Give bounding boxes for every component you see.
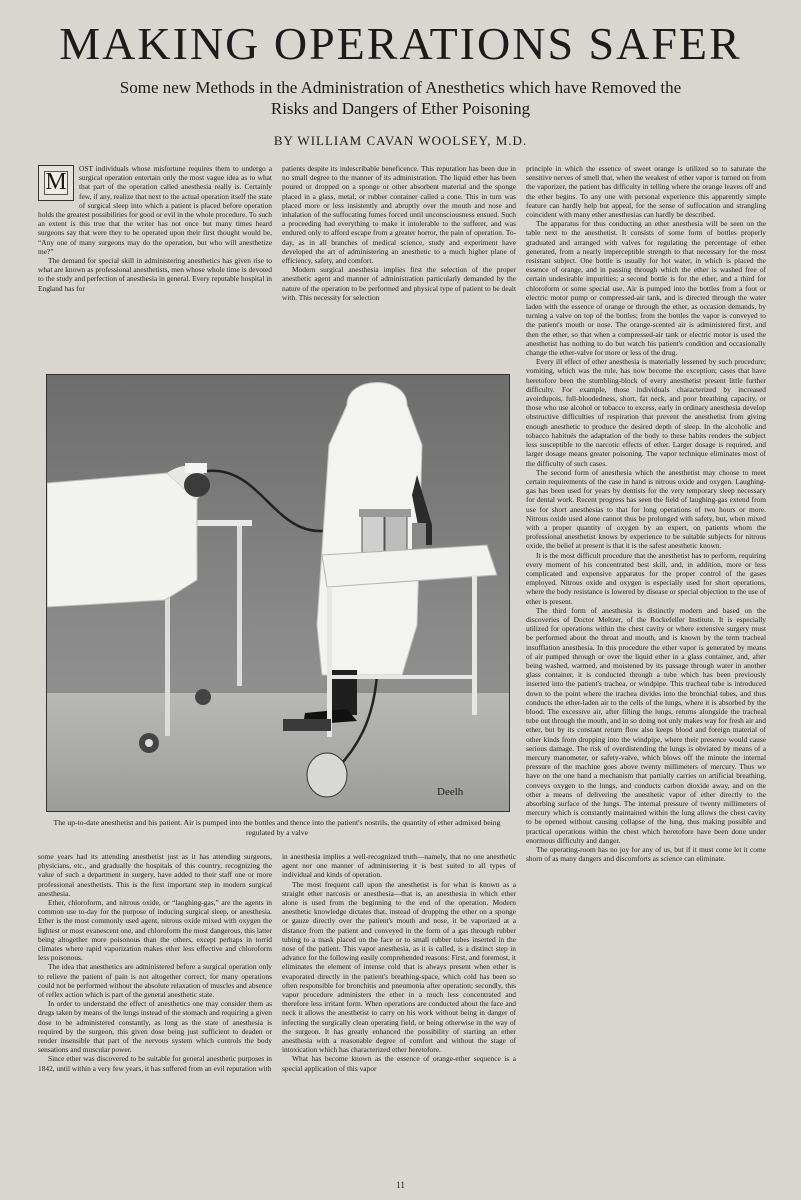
patient-sheet <box>47 473 197 607</box>
paragraph: In order to understand the effect of anesthetics one may consider them as drugs taken by means of the lungs instead of the stomach and requiring a given dose to be administered constantly, as long as the state of anesthesia is required by the surgeon, this given dose being just sufficient to deaden or render insensible that part of the nervous system which controls the body sensations and muscular power. <box>38 999 272 1055</box>
column-1-top <box>38 164 272 368</box>
paragraph: The most frequent call upon the anesthetist is for what is known as a straight ether narcosis or anesthesia—that is, an anesthesia in which ether alone is used from the beginning to the end of the operation. Modern anesthetic knowledge dictates that, instead of dropping the ether on a sponge or gauze directly over the patient's mouth and nose, it be vaporized at a distance from the patient and conveyed in the form of a gas through rubber tubing to a mask placed on the face or to small rubber tubes inserted in the nose of the patient. This vapor anesthesia, as it is called, is a distinct step in advance for the following easily comprehended reasons: First, and foremost, it eliminates the element of intense cold that is always present when ether is evaporated directly in the patient's breathing-space, which cold has been so often responsible for bronchitis and pneumonia after operation; secondly, this vapor procedure administers the ether in a much less concentrated and therefore less irritant form. When operations are conducted about the face and neck it allows the anesthetist to carry on his work without being in danger of infecting the surgically clean operating field, or being otherwise in the way of the surgeon. It has greatly enhanced the possibility of starting an ether anesthesia with a reasonable degree of comfort and without the stage of intoxication which has characterized ether heretofore. <box>282 879 516 1055</box>
column-3 <box>526 164 766 1174</box>
column-2-bottom <box>282 852 516 1174</box>
air-bulb <box>307 753 347 797</box>
paragraph: It is the most difficult procedure that the anesthetist has to perform, requiring every moment of his concentrated best skill, and, in addition, more or less complicated and expensive apparatus for the proper control of the gases employed. Nitrous oxide and oxygen is especially used for short operations, where the body resistance is lowered by disease or special objection to the use of ether is present. <box>526 550 766 606</box>
photo-illustration <box>47 375 509 811</box>
paragraph: What has become known as the essence of orange-ether sequence is a special application of this vapor <box>282 1054 516 1073</box>
paragraph: some years had its attending anesthetist just as it has attending surgeons, physicians, etc., and gradually the hospitals of this country, recognizing the value of such a department in surgery, have added to their staff one or more professional anesthetists. This is the first important step in modern surgical anesthesia. <box>38 852 272 898</box>
patient-head <box>184 473 210 497</box>
article-byline: BY WILLIAM CAVAN WOOLSEY, M.D. <box>273 133 528 148</box>
paragraph: in anesthesia implies a well-recognized truth—namely, that no one anesthetic agent nor one manner of administering it is best suited to all types of individual and kinds of operation. <box>282 852 516 880</box>
dropcap-ornament <box>38 165 74 201</box>
paragraph: The idea that anesthetics are administered before a surgical operation only to relieve the patient of pain is not altogether correct, for many operations could not be performed without the absolute relaxation of muscles and absence of reflex action which is part of the general anesthetic state. <box>38 962 272 1000</box>
column-2-top <box>282 164 516 368</box>
paragraph: The third form of anesthesia is distinctly modern and based on the discoveries of Doctor Meltzer, of the Rockefeller Institute. It is especially utilized for operations within the chest cavity or where extensive surgery must be performed about the throat and mouth, and is known by the term tracheal insufflation anesthesia. In this procedure the ether vapor is generated by means of air pumped through or over the liquid ether in a glass container, and, after being washed, warmed, and moistened by its passage through water in another glass container, it is conducted through a tube which has been previously inserted into the patient's trachea, or windpipe. This tracheal tube is introduced down to the point where the trachea divides into the bronchial tubes, and thus conducts the ether-laden air to the cells of the lungs, where it is absorbed by the blood. The excessive air, after filling the lungs, returns alongside the tracheal tube out through the mouth, and in so doing not only makes way for fresh air and ether, but by its constant return flow also keeps blood and foreign material of other kinds from dropping into the windpipe, where their presence would cause serious damage. The risk of overdistending the lungs is obviated by means of a mercury manometer, or safety-valve, which blows off the minute the internal pressure of the machine goes above twenty millimeters of mercury. Thus we have on the one hand a mechanism that partially carries on artificial breathing, conveys oxygen to the lungs, and conducts carbon dioxide away, and on the other a means of delivering the anesthetic vapor of ether directly to the absorbing surface of the lungs. The internal pressure of twenty millimeters of mercury which is constantly maintained within the lung allows the chest cavity to be opened without causing collapse of the lung, thus making possible and practical operations within the chest which heretofore have been done under enormous difficulty and danger. <box>526 605 766 845</box>
paragraph: Since ether was discovered to be suitable for general anesthetic purposes in 1842, until within a very few years, it has suffered from an evil reputation with <box>38 1054 272 1073</box>
paragraph: The demand for special skill in administering anesthetics has given rise to what are known as professional anesthetists, men whose whole time is devoted to the study and perfection of anesthesia in general. Every reputable hospital in England has for <box>38 256 272 293</box>
column-1-bottom <box>38 852 272 1174</box>
page-number: 11 <box>396 1180 405 1190</box>
patient-cap <box>185 463 207 473</box>
article-title: MAKING OPERATIONS SAFER <box>59 18 742 69</box>
paragraph: OST individuals whose misfortune requires them to undergo a surgical operation entertain only the most vague idea as to what that part of the operation called anesthesia really is. Certainly few, if any, realize that next to the actual operation itself the state of surgical sleep into which a patient is placed before operation holds the greatest possibilities for good or evil in the whole procedure. To such an extent is this true that the writer has not once but many times heard surgeons say that were they to be operated upon their first thought would be, “Any one of many surgeons may do the operation, but who will anesthetize me?” <box>38 164 272 256</box>
paragraph: Ether, chloroform, and nitrous oxide, or “laughing-gas,” are the agents in common use to-day for the purpose of inducing surgical sleep, or anesthesia. Ether is the most commonly used agent, nitrous oxide mixed with oxygen the lightest or most evanescent one, and chloroform the most dangerous, this latter being altogether more poisonous than the others, except perhaps in torrid climates where rapid vaporization makes ether less effective and chloroform less poisonous. <box>38 898 272 963</box>
dropcap-letter: M <box>45 169 67 196</box>
paragraph: Every ill effect of ether anesthesia is materially lessened by such procedure; vomiting, which was the rule, has now become the exception; cases that have heretofore been the stumbling-block of every anesthetist present little further difficulty. For example, those individuals characterized by increased avoirdupois, full-bloodedness, short, fat neck, and poor breathing capacity, or those who use alcohol or tobacco to excess, early in ordinary anesthesia develop obstructive difficulties of respiration that prevent the anesthetist from giving enough anesthetic to produce the desired depth of sleep. In the alcoholic and tobacco habitués the adaptation of the body to these habits renders the subject less susceptible to the narcotic effects of ether. Larger dosage is required, and larger dosage means greater poisoning. The vapor technique eliminates most of the difficulty of such cases. <box>526 357 766 468</box>
photo-caption: The up-to-date anesthetist and his patient. Air is pumped into the bottles and thence into the patient's nostrils, the quantity of ether admixed being regulated by a valve <box>53 818 501 837</box>
paragraph: Modern surgical anesthesia implies first the selection of the proper anesthetic agent and manner of administration particularly demanded by the nature of the operation to be performed and physical type of patient to be dealt with. This necessity for selection <box>282 265 516 302</box>
operating-room-photo <box>46 374 510 812</box>
paragraph: The operating-room has no joy for any of us, but if it must come let it come shorn of as many dangers and discomforts as science can eliminate. <box>526 845 766 864</box>
artist-signature: Deelh <box>437 786 464 798</box>
paragraph: The apparatus for thus conducting an ether anesthesia will be seen on the table next to the anesthetist. It consists of some form of bottles properly graduated and arranged with valves for regulating the percentage of ether generated, from a nearly imperceptible strength to that necessary for the most resistant subject. One bottle is usually for hot water, in which is placed the essence of orange, and in passing through which the ether is washed free of certain undesirable impurities; a second bottle is for the ether, and a third for chloroform or some special use. Air is pumped into the bottles from a foot or electric motor pump or compressed-air tank, and is directed through the water laden with the essence of orange or through the ether, as occasion demands, by turning a valve on top of the bottles; from the bottles the vapor is conveyed to the patient's mouth or nose. The orange-scented air is administered first, and then the ether, so that when a compressed-air tank or electric motor is used the anesthetist has nothing to do but watch his patient's condition and occasionally change the ether-valve for more or less of the drug. <box>526 219 766 358</box>
paragraph: principle in which the essence of sweet orange is utilized so to saturate the sensitive nerves of smell that, when the weakest of ether vapor is turned on from the vaporizer, the patient has difficulty in telling where the orange leaves off and the ether begins. To any one with personal experience this apparently simple feature can hardly help but appeal, for the sense of suffocation and strangling coincident with many ether anesthesias can hardly be described. <box>526 164 766 220</box>
paragraph: patients despite its indescribable beneficence. This reputation has been due in no small degree to the manner of its administration. The liquid ether has been poured or dropped on a sponge or other absorbent material and the sponge placed in a glass, metal, or rubber container called a cone. This in turn was placed more or less insistently and abruptly over the mouth and nose and inhalation of the suffocating fumes forced until unconsciousness ensued. Such a proceeding had everything to make it intolerable to the sufferer, and was endured only to afford escape from a greater horror, the pain of operation. To-day, as in all branches of medical science, study and experiment have developed the art of administering an anesthetic to a much higher plane of efficiency, safety, and comfort. <box>282 164 516 266</box>
article-subtitle: Some new Methods in the Administration of Anesthetics which have Removed the Risks and Dangers of Ether Poisoning <box>119 78 682 118</box>
foot-pump <box>283 719 331 731</box>
paragraph: The second form of anesthesia which the anesthetist may choose to meet certain requirements of the case in hand is nitrous oxide and oxygen. Laughing-gas has been used for years by dentists for the very temporary sleep necessary for dental work. Recent progress has seen the field of laughing-gas extend from use for short anesthesias to that for long operations of two hours or more. Nitrous oxide used alone cannot thus be prolonged with safety, but, when mixed with a proper quantity of oxygen by an expert, on patients whom the professional anesthetist knows by experience to be suitable subjects for nitrous oxide, the belief at present is that it is the safest anesthetic known. <box>526 467 766 551</box>
